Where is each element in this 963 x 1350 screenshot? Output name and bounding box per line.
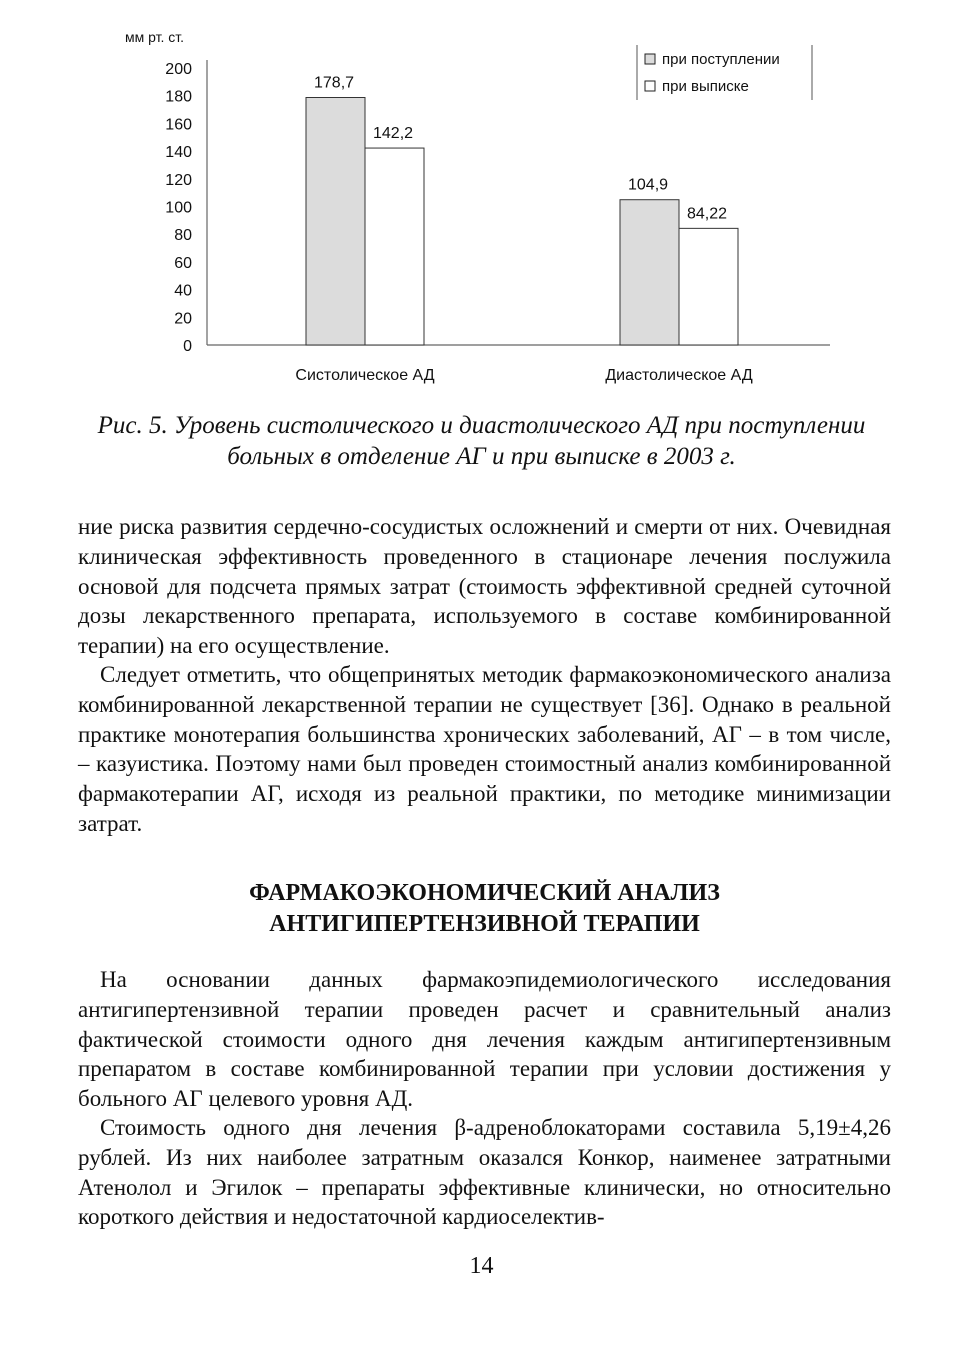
y-tick-label: 20 bbox=[174, 310, 192, 328]
bar-admission bbox=[620, 200, 679, 345]
body-paragraph-3: На основании данных фармакоэпидемиологического исследования антигипертензивной терапии проведен расчет и сравнительный анализ фактической стоимости одного дня лечения каждым антигипертензивным препаратом в составе комбинированной терапии при условии достижения у больного АГ целевого уровня АД. bbox=[78, 967, 891, 1112]
y-tick-label: 160 bbox=[165, 116, 192, 134]
bar-value-label: 104,9 bbox=[628, 176, 669, 194]
bar-value-label: 84,22 bbox=[687, 205, 728, 223]
x-category-labels bbox=[295, 367, 752, 384]
y-tick-label: 60 bbox=[174, 254, 192, 272]
legend bbox=[637, 45, 812, 100]
y-tick-labels bbox=[165, 61, 192, 355]
legend-label-admission: при поступлении bbox=[662, 51, 780, 68]
y-tick-label: 120 bbox=[165, 171, 192, 189]
bar-admission bbox=[306, 98, 365, 345]
section-heading-line-2: АНТИГИПЕРТЕНЗИВНОЙ ТЕРАПИИ bbox=[269, 911, 700, 937]
section-heading-line-1: ФАРМАКОЭКОНОМИЧЕСКИЙ АНАЛИЗ bbox=[249, 880, 720, 906]
y-axis-label: мм рт. ст. bbox=[125, 29, 185, 45]
y-tick-label: 180 bbox=[165, 88, 192, 106]
body-paragraph-4: Стоимость одного дня лечения β-адреноблокаторами составила 5,19±4,26 рублей. Из них наиболее затратным оказался Конкор, наименее затратными Атенолол и Эгилок – препараты эффективные клинически, но относительно короткого действия и недостаточной кардиоселектив- bbox=[78, 1115, 891, 1230]
y-tick-label: 80 bbox=[174, 227, 192, 245]
figure-caption: Рис. 5. Уровень систолического и диастолического АД при поступлении больных в отделение АГ и при выписке в 2003 г. bbox=[97, 412, 866, 470]
y-tick-label: 0 bbox=[183, 338, 192, 355]
bar-value-label: 178,7 bbox=[314, 74, 355, 92]
page-number: 14 bbox=[469, 1253, 494, 1279]
y-tick-label: 140 bbox=[165, 144, 192, 162]
legend-swatch-discharge bbox=[645, 81, 655, 91]
bars-group bbox=[306, 75, 738, 345]
y-tick-label: 40 bbox=[174, 282, 192, 300]
x-category-label: Систолическое АД bbox=[295, 367, 435, 384]
y-tick-label: 200 bbox=[165, 61, 192, 78]
section-heading bbox=[78, 878, 891, 940]
bar-chart bbox=[0, 0, 963, 400]
legend-label-discharge: при выписке bbox=[662, 78, 749, 95]
bar-discharge bbox=[365, 148, 424, 345]
x-category-label: Диастолическое АД bbox=[605, 367, 753, 384]
body-paragraph-2: Следует отметить, что общепринятых методик фармакоэкономического анализа комбинированной лекарственной терапии не существует [36]. Однако в реальной практике монотерапия большинства хронических заболеваний, АГ – в том числе, – казуистика. Поэтому нами был проведен стоимостный анализ комбинированной фармакотерапии АГ, исходя из реальной практики, по методике минимизации затрат. bbox=[78, 662, 891, 836]
bar-discharge bbox=[679, 228, 738, 345]
body-paragraph-1: ние риска развития сердечно-сосудистых осложнений и смерти от них. Очевидная клиническая эффективность проведенного в стационаре лечения послужила основой для подсчета прямых затрат (стоимость эффективной средней суточной дозы лекарственного препарата, используемого в составе комбинированной терапии) на его осуществление. bbox=[78, 514, 891, 659]
legend-swatch-admission bbox=[645, 54, 655, 64]
y-tick-label: 100 bbox=[165, 199, 192, 217]
bar-value-label: 142,2 bbox=[373, 125, 414, 143]
